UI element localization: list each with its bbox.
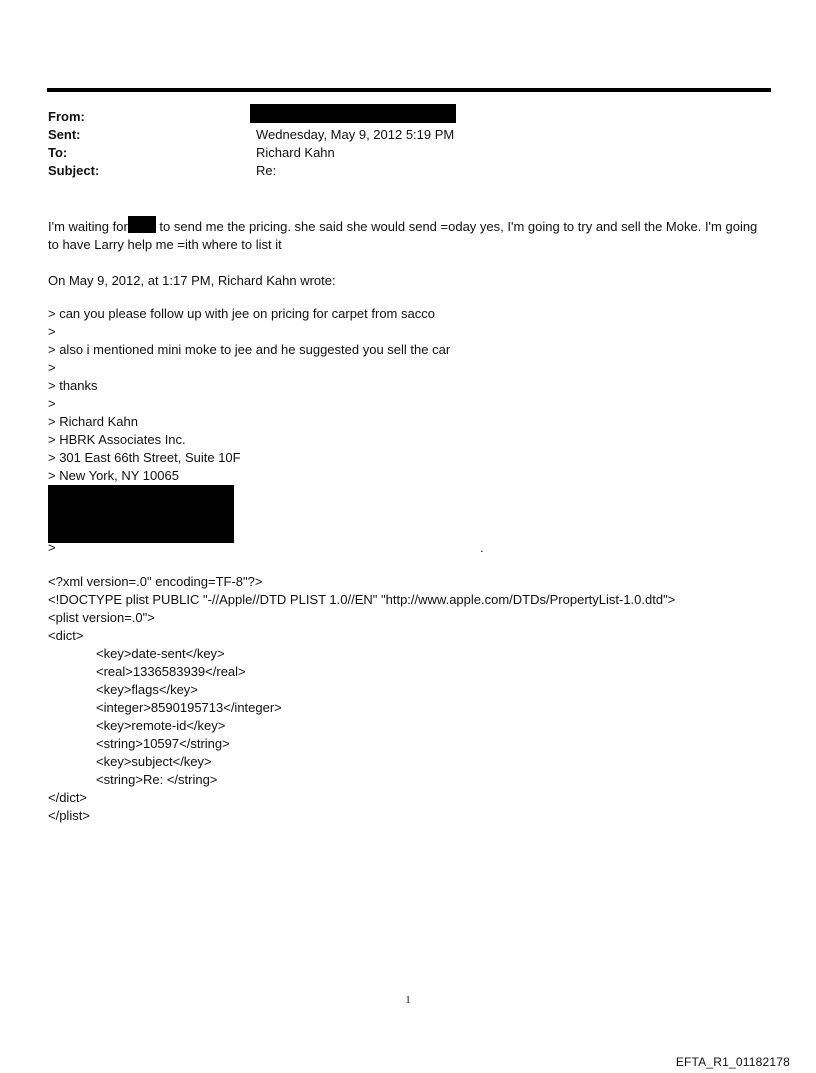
xml-line: <key>date-sent</key>: [96, 646, 225, 661]
xml-line: <integer>8590195713</integer>: [96, 700, 282, 715]
xml-line: <string>10597</string>: [96, 736, 230, 751]
redaction-block: [48, 485, 234, 543]
subject-label: Subject:: [48, 163, 100, 178]
trailing-dot: .: [480, 540, 484, 555]
quoted-line: > 301 East 66th Street, Suite 10F: [48, 450, 241, 465]
bates-number: EFTA_R1_01182178: [675, 1055, 790, 1069]
body-part-1: I'm waiting for: [48, 219, 128, 234]
xml-line: <key>remote-id</key>: [96, 718, 226, 733]
sent-label: Sent:: [48, 127, 81, 142]
sent-value: Wednesday, May 9, 2012 5:19 PM: [256, 127, 455, 142]
quoted-line: > can you please follow up with jee on pricing for carpet from sacco: [48, 306, 435, 321]
xml-line: <real>1336583939</real>: [96, 664, 246, 679]
xml-line: <key>subject</key>: [96, 754, 212, 769]
body-part-2: to send me the pricing. she said she would send =oday yes, I'm going to try and sell the Moke. I'm going to have Larry help me =ith where to list it: [48, 219, 758, 252]
quoted-line: >: [48, 360, 56, 375]
xml-line: <string>Re: </string>: [96, 772, 218, 787]
quoted-line: > thanks: [48, 378, 98, 393]
xml-plist: [48, 573, 675, 825]
redaction-inline: [128, 216, 156, 233]
header-rule: [47, 88, 771, 92]
to-value: Richard Kahn: [256, 145, 335, 160]
trailing-quote-marker: >: [48, 540, 56, 555]
redaction-from: [250, 104, 456, 123]
xml-line: </plist>: [48, 808, 90, 823]
xml-line: <?xml version=.0" encoding=TF-8"?>: [48, 574, 263, 589]
quoted-line: > Richard Kahn: [48, 414, 138, 429]
xml-line: <plist version=.0">: [48, 610, 155, 625]
xml-line: </dict>: [48, 790, 88, 805]
page-number: 1: [405, 994, 411, 1006]
xml-line: <dict>: [48, 628, 84, 643]
quoted-line: >: [48, 324, 56, 339]
quoted-line: > New York, NY 10065: [48, 468, 179, 483]
to-label: To:: [48, 145, 68, 160]
message-body: [48, 216, 768, 290]
quoted-line: > also i mentioned mini moke to jee and he suggested you sell the car: [48, 342, 451, 357]
quoted-line: > HBRK Associates Inc.: [48, 432, 186, 447]
quoted-message: [48, 305, 450, 485]
quoted-line: >: [48, 396, 56, 411]
body-paragraph: [48, 216, 768, 254]
xml-line: <!DOCTYPE plist PUBLIC "-//Apple//DTD PLIST 1.0//EN" "http://www.apple.com/DTDs/PropertyList-1.0.dtd">: [48, 592, 676, 607]
reply-intro: On May 9, 2012, at 1:17 PM, Richard Kahn wrote:: [48, 273, 336, 288]
subject-value: Re:: [256, 163, 277, 178]
from-label: From:: [48, 109, 85, 124]
xml-line: <key>flags</key>: [96, 682, 198, 697]
